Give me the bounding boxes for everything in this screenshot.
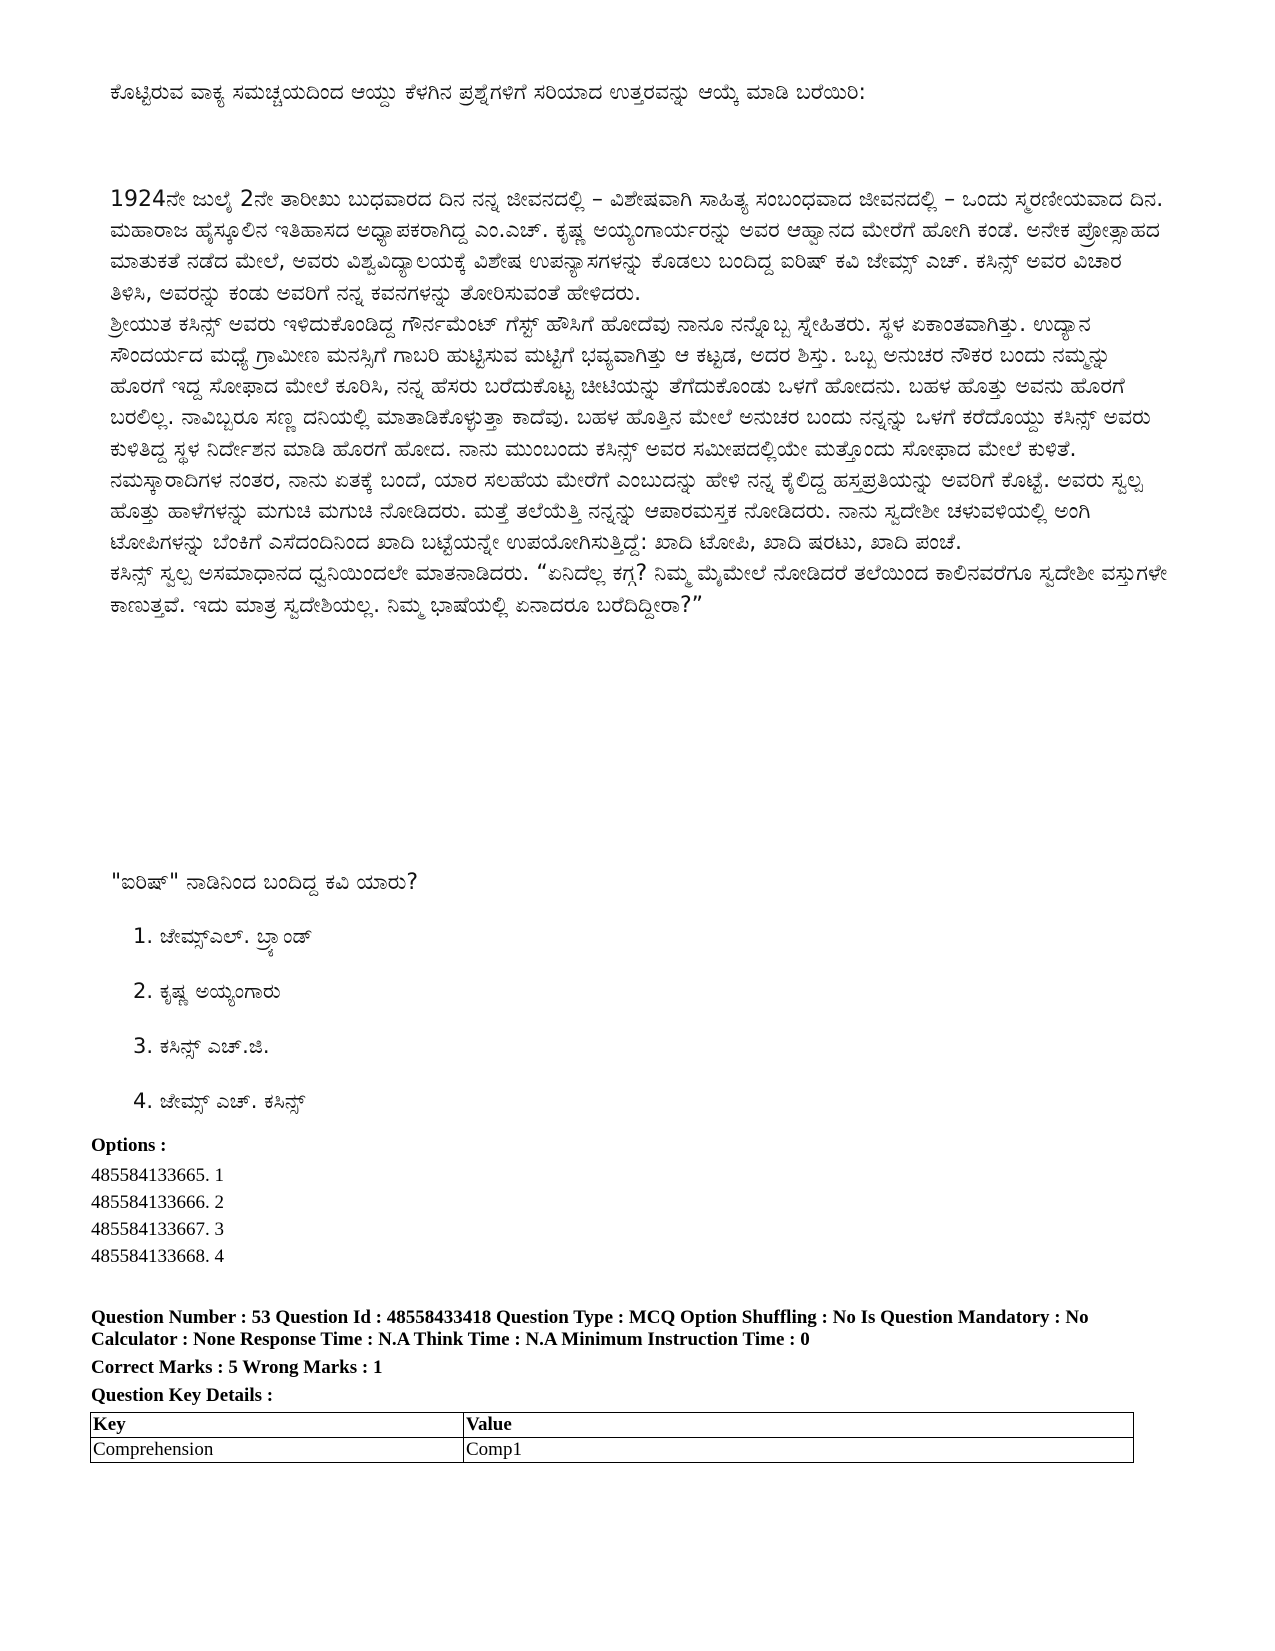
- option-id: 485584133667. 3: [91, 1219, 224, 1240]
- key-details-heading: Question Key Details :: [91, 1385, 274, 1406]
- answer-choice: 2. ಕೃಷ್ಣ ಅಯ್ಯಂಗಾರು: [133, 979, 281, 1003]
- options-heading: Options :: [91, 1135, 167, 1156]
- answer-choice: 3. ಕಸಿನ್ಸ್ ಎಚ್.ಜಿ.: [133, 1034, 270, 1058]
- value-cell: Comp1: [464, 1438, 1134, 1463]
- passage-paragraph: ಶ್ರೀಯುತ ಕಸಿನ್ಸ್ ಅವರು ಇಳಿದುಕೊಂಡಿದ್ದ ಗೌರ್ನಮೆಂಟ್ ಗೆಸ್ಟ್ ಹೌಸಿಗೆ ಹೋದೆವು ನಾನೂ ನನ್ನೊಬ್ಬ ಸ್ನೇಹಿತರು. ಸ್ಥಳ ಏಕಾಂತವಾಗಿತ್ತು. ಉದ್ಯಾನ ಸೌಂದರ್ಯದ ಮಧ್ಯೆ ಗ್ರಾಮೀಣ ಮನಸ್ಸಿಗೆ ಗಾಬರಿ ಹುಟ್ಟಿಸುವ ಮಟ್ಟಿಗೆ ಭವ್ಯವಾಗಿತ್ತು ಆ ಕಟ್ಟಡ, ಅದರ ಶಿಸ್ತು. ಒಬ್ಬ ಅನುಚರ ನೌಕರ ಬಂದು ನಮ್ಮನ್ನು ಹೊರಗೆ ಇದ್ದ ಸೋಫಾದ ಮೇಲೆ ಕೂರಿಸಿ, ನನ್ನ ಹೆಸರು ಬರೆದುಕೊಟ್ಟ ಚೀಟಿಯನ್ನು ತೆಗೆದುಕೊಂಡು ಒಳಗೆ ಹೋದನು. ಬಹಳ ಹೊತ್ತು ಅವನು ಹೊರಗೆ ಬರಲಿಲ್ಲ. ನಾವಿಬ್ಬರೂ ಸಣ್ಣ ದನಿಯಲ್ಲಿ ಮಾತಾಡಿಕೊಳ್ಳುತ್ತಾ ಕಾದೆವು. ಬಹಳ ಹೊತ್ತಿನ ಮೇಲೆ ಅನುಚರ ಬಂದು ನನ್ನನ್ನು ಒಳಗೆ ಕರೆದೊಯ್ದು ಕಸಿನ್ಸ್ ಅವರು ಕುಳಿತಿದ್ದ ಸ್ಥಳ ನಿರ್ದೇಶನ ಮಾಡಿ ಹೊರಗೆ ಹೋದ. ನಾನು ಮುಂಬಂದು ಕಸಿನ್ಸ್ ಅವರ ಸಮೀಪದಲ್ಲಿಯೇ ಮತ್ತೊಂದು ಸೋಫಾದ ಮೇಲೆ ಕುಳಿತೆ. ನಮಸ್ಕಾರಾದಿಗಳ ನಂತರ, ನಾನು ಏತಕ್ಕೆ ಬಂದೆ, ಯಾರ ಸಲಹೆಯ ಮೇರೆಗೆ ಎಂಬುದನ್ನು ಹೇಳಿ ನನ್ನ ಕೈಲಿದ್ದ ಹಸ್ತಪ್ರತಿಯನ್ನು ಅವರಿಗೆ ಕೊಟ್ಟೆ. ಅವರು ಸ್ವಲ್ಪ ಹೊತ್ತು ಹಾಳೆಗಳನ್ನು ಮಗುಚಿ ಮಗುಚಿ ನೋಡಿದರು. ಮತ್ತೆ ತಲೆಯೆತ್ತಿ ನನ್ನನ್ನು ಆಪಾರಮಸ್ತಕ ನೋಡಿದರು. ನಾನು ಸ್ವದೇಶೀ ಚಳುವಳಿಯಲ್ಲಿ ಅಂಗಿ ಟೋಪಿಗಳನ್ನು ಬೆಂಕಿಗೆ ಎಸೆದಂದಿನಿಂದ ಖಾದಿ ಬಟ್ಟೆಯನ್ನೇ ಉಪಯೋಗಿಸುತ್ತಿದ್ದೆ: ಖಾದಿ ಟೋಪಿ, ಖಾದಿ ಷರಟು, ಖಾದಿ ಪಂಚೆ.: [110, 311, 1151, 556]
- key-column-header: Key: [91, 1413, 464, 1438]
- comprehension-instruction: ಕೊಟ್ಟಿರುವ ವಾಕ್ಯ ಸಮಚ್ಚಯದಿಂದ ಆಯ್ದು ಕೆಳಗಿನ ಪ್ರಶ್ನೆಗಳಿಗೆ ಸರಿಯಾದ ಉತ್ತರವನ್ನು ಆಯ್ಕೆ ಮಾಡಿ ಬರೆಯಿರಿ:: [110, 80, 866, 105]
- option-id: 485584133665. 1: [91, 1165, 224, 1186]
- option-id-list: [91, 1162, 224, 1270]
- option-id: 485584133668. 4: [91, 1246, 224, 1267]
- table-header-row: [91, 1413, 1134, 1438]
- question-metadata: Question Number : 53 Question Id : 48558433418 Question Type : MCQ Option Shuffling : No Is Question Mandatory : No Calculator : None Response Time : N.A Think Time : N.A Minimum Instruction Time : 0: [91, 1307, 1089, 1350]
- table-row: [91, 1438, 1134, 1463]
- marks-info: Correct Marks : 5 Wrong Marks : 1: [91, 1357, 383, 1378]
- answer-choice: 1. ಜೇಮ್ಸ್ಎಲ್. ಬ್ರ್ಯಾಂಡ್: [133, 924, 313, 948]
- passage-paragraph: ಕಸಿನ್ಸ್ ಸ್ವಲ್ಪ ಅಸಮಾಧಾನದ ಧ್ವನಿಯಿಂದಲೇ ಮಾತನಾಡಿದರು. “ಏನಿದೆಲ್ಲ ಕಗ್ಗ? ನಿಮ್ಮ ಮೈಮೇಲೆ ನೋಡಿದರೆ ತಲೆಯಿಂದ ಕಾಲಿನವರೆಗೂ ಸ್ವದೇಶೀ ವಸ್ತುಗಳೇ ಕಾಣುತ್ತವೆ. ಇದು ಮಾತ್ರ ಸ್ವದೇಶಿಯಲ್ಲ. ನಿಮ್ಮ ಭಾಷೆಯಲ್ಲಿ ಏನಾದರೂ ಬರೆದಿದ್ದೀರಾ?”: [110, 561, 1168, 618]
- value-column-header: Value: [464, 1413, 1134, 1438]
- key-cell: Comprehension: [91, 1438, 464, 1463]
- answer-choice: 4. ಜೇಮ್ಸ್ ಎಚ್. ಕಸಿನ್ಸ್: [133, 1089, 306, 1113]
- question-text: "ಐರಿಷ್" ನಾಡಿನಿಂದ ಬಂದಿದ್ದ ಕವಿ ಯಾರು?: [111, 870, 418, 895]
- option-id: 485584133666. 2: [91, 1192, 224, 1213]
- key-details-table: [90, 1412, 1134, 1463]
- comprehension-passage: [110, 184, 1170, 621]
- answer-choices: [133, 921, 313, 1141]
- passage-paragraph: 1924ನೇ ಜುಲೈ 2ನೇ ತಾರೀಖು ಬುಧವಾರದ ದಿನ ನನ್ನ ಜೀವನದಲ್ಲಿ – ವಿಶೇಷವಾಗಿ ಸಾಹಿತ್ಯ ಸಂಬಂಧವಾದ ಜೀವನದಲ್ಲಿ – ಒಂದು ಸ್ಮರಣೀಯವಾದ ದಿನ. ಮಹಾರಾಜ ಹೈಸ್ಕೂಲಿನ ಇತಿಹಾಸದ ಅಧ್ಯಾಪಕರಾಗಿದ್ದ ಎಂ.ಎಚ್. ಕೃಷ್ಣ ಅಯ್ಯಂಗಾರ್ಯರನ್ನು ಅವರ ಆಹ್ವಾನದ ಮೇರೆಗೆ ಹೋಗಿ ಕಂಡೆ. ಅನೇಕ ಪ್ರೋತ್ಸಾಹದ ಮಾತುಕತೆ ನಡೆದ ಮೇಲೆ, ಅವರು ವಿಶ್ವವಿದ್ಯಾಲಯಕ್ಕೆ ವಿಶೇಷ ಉಪನ್ಯಾಸಗಳನ್ನು ಕೊಡಲು ಬಂದಿದ್ದ ಐರಿಷ್ ಕವಿ ಜೇಮ್ಸ್ ಎಚ್. ಕಸಿನ್ಸ್ ಅವರ ವಿಚಾರ ತಿಳಿಸಿ, ಅವರನ್ನು ಕಂಡು ಅವರಿಗೆ ನನ್ನ ಕವನಗಳನ್ನು ತೋರಿಸುವಂತೆ ಹೇಳಿದರು.: [110, 187, 1164, 306]
